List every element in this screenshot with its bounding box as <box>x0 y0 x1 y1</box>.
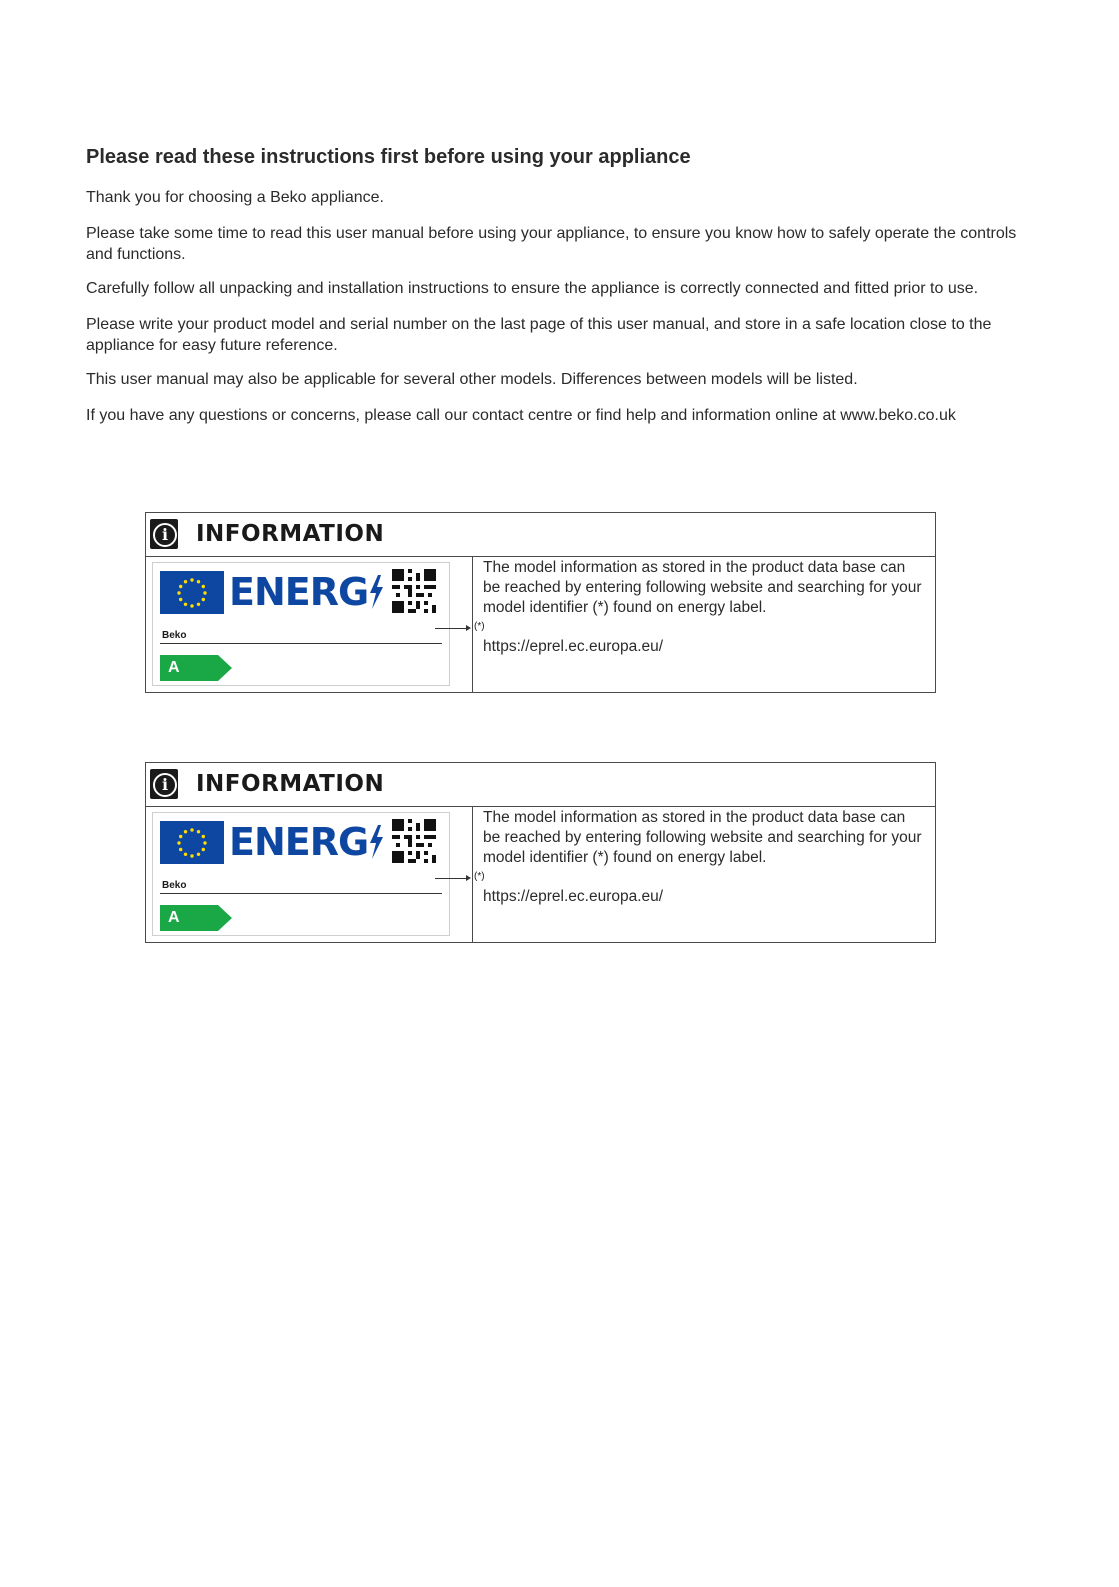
pointer-line <box>435 878 469 879</box>
paragraph: Thank you for choosing a Beko appliance. <box>86 189 384 206</box>
information-title: INFORMATION <box>196 521 385 547</box>
eu-flag-icon <box>160 571 224 614</box>
paragraph: Please take some time to read this user manual before using your appliance, to ensure you know how to safely operate the controls and functions. <box>86 225 1017 263</box>
pointer-arrow-icon <box>466 875 471 881</box>
pointer-line <box>435 628 469 629</box>
information-box <box>145 512 936 693</box>
information-title: INFORMATION <box>196 771 385 797</box>
information-header <box>146 513 935 557</box>
energy-class: A <box>168 909 180 926</box>
brand-name: Beko <box>162 880 187 891</box>
energy-label-cell <box>146 556 485 692</box>
energy-label-cell <box>146 806 485 942</box>
information-header <box>146 763 935 807</box>
paragraph: This user manual may also be applicable for several other models. Differences between models will be listed. <box>86 371 858 388</box>
paragraph: Carefully follow all unpacking and installation instructions to ensure the appliance is correctly connected and fitted prior to use. <box>86 280 979 297</box>
energy-label-title: ENERG <box>229 569 384 615</box>
qr-code-icon <box>392 569 436 613</box>
pointer-note: (*) <box>474 871 485 882</box>
brand-name: Beko <box>162 630 187 641</box>
eprel-link[interactable]: https://eprel.ec.europa.eu/ <box>483 888 664 905</box>
information-box <box>145 762 936 943</box>
eprel-link[interactable]: https://eprel.ec.europa.eu/ <box>483 638 664 655</box>
energy-label <box>152 812 450 936</box>
qr-code-icon <box>392 819 436 863</box>
lightning-icon <box>368 575 384 609</box>
energy-class: A <box>168 659 180 676</box>
eu-flag-icon <box>160 821 224 864</box>
divider <box>160 893 442 894</box>
pointer-arrow-icon <box>466 625 471 631</box>
divider <box>160 643 442 644</box>
paragraph: Please write your product model and serial number on the last page of this user manual, and store in a safe location close to the appliance for easy future reference. <box>86 316 992 354</box>
paragraph: If you have any questions or concerns, please call our contact centre or find help and information online at www.beko.co.uk <box>86 407 956 424</box>
energy-label-title: ENERG <box>229 819 384 865</box>
information-description: The model information as stored in the product data base can be reached by entering following website and searching for your model identifier (*) found on energy label. <box>483 809 922 866</box>
info-icon: i <box>150 519 178 549</box>
information-description: The model information as stored in the product data base can be reached by entering following website and searching for your model identifier (*) found on energy label. <box>483 559 922 616</box>
page-title: Please read these instructions first before using your appliance <box>86 146 691 168</box>
info-icon: i <box>150 769 178 799</box>
pointer-note: (*) <box>474 621 485 632</box>
energy-label <box>152 562 450 686</box>
lightning-icon <box>368 825 384 859</box>
